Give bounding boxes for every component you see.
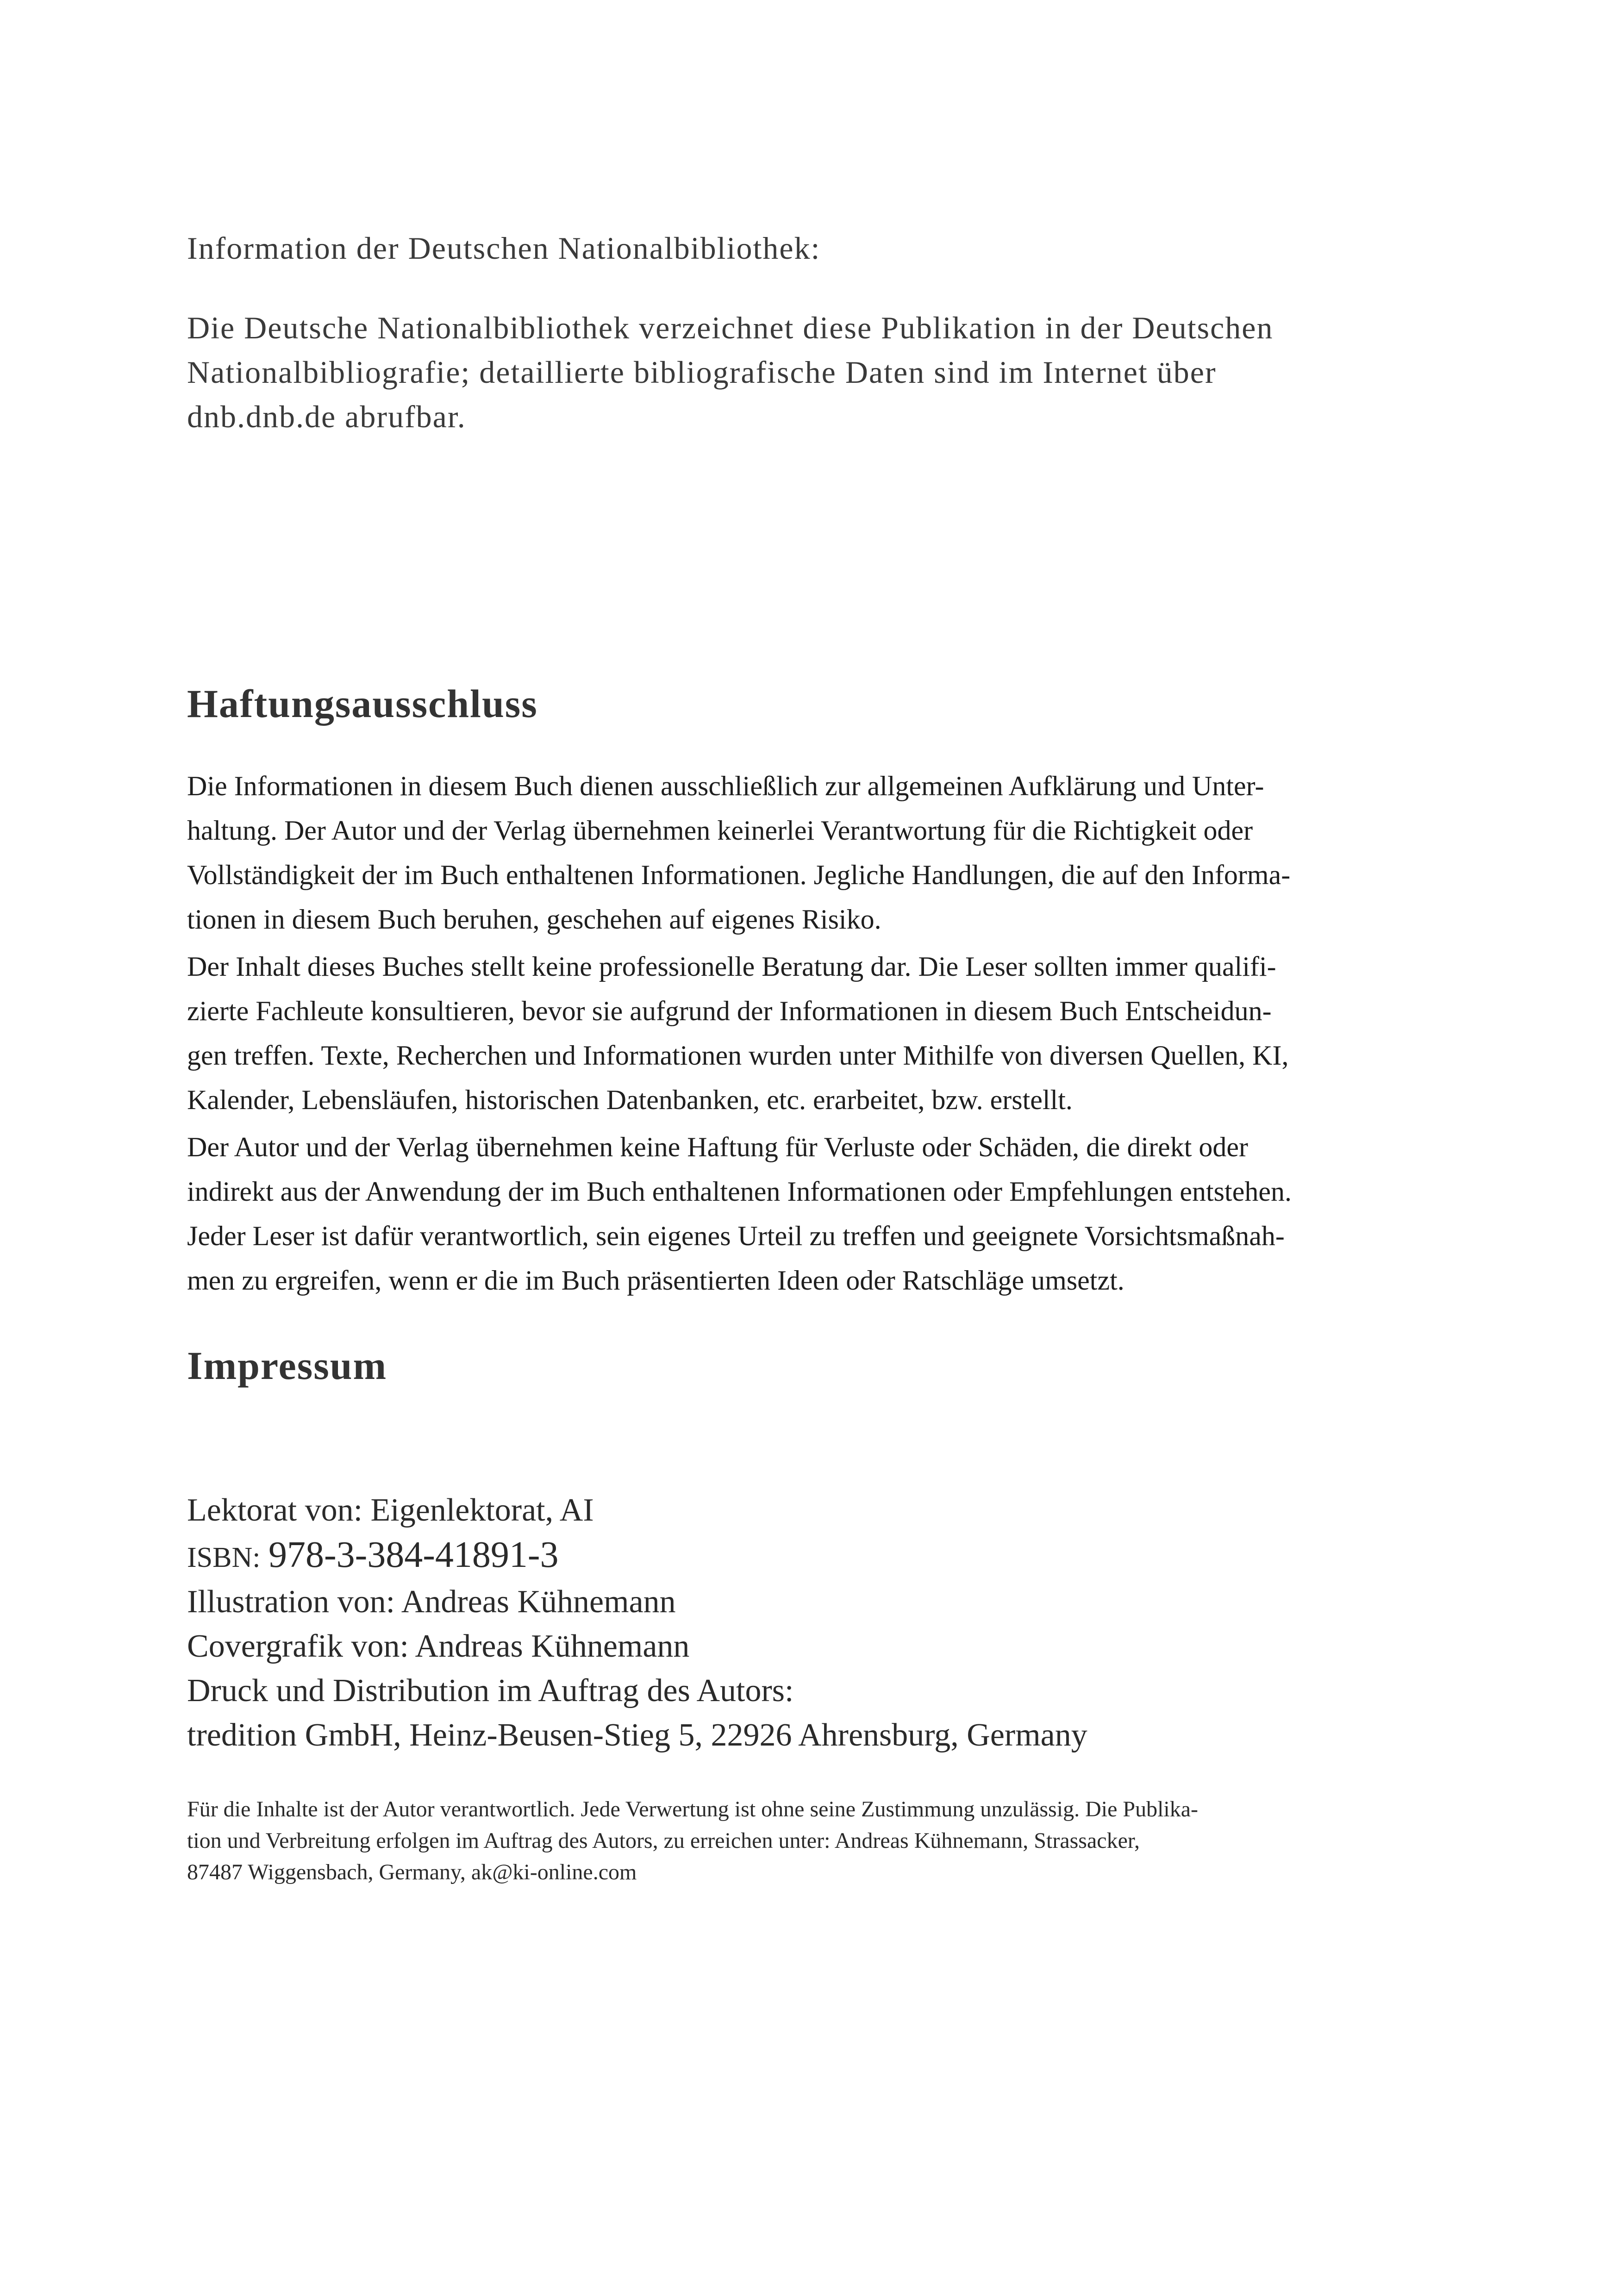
isbn-value: 978-3-384-41891-3	[268, 1534, 559, 1575]
dnb-line: Die Deutsche Nationalbibliothek verzeichnet diese Publikation in der Deutschen	[187, 310, 1274, 345]
dnb-line: dnb.dnb.de abrufbar.	[187, 399, 466, 434]
footnote-line: tion und Verbreitung erfolgen im Auftrag des Autors, zu erreichen unter: Andreas Kühnemann, Strassacker,	[187, 1828, 1140, 1853]
disclaimer-paragraph-2	[187, 944, 1437, 1122]
disclaimer-paragraph-3	[187, 1125, 1437, 1303]
isbn-line	[187, 1533, 1437, 1580]
paragraph-line: zierte Fachleute konsultieren, bevor sie aufgrund der Informationen in diesem Buch Entscheidun-	[187, 996, 1272, 1026]
paragraph-line: men zu ergreifen, wenn er die im Buch präsentierten Ideen oder Ratschläge umsetzt.	[187, 1265, 1124, 1296]
dnb-heading: Information der Deutschen Nationalbibliothek:	[187, 231, 821, 266]
impressum-footnote	[187, 1794, 1437, 1888]
paragraph-line: haltung. Der Autor und der Verlag übernehmen keinerlei Verantwortung für die Richtigkeit oder	[187, 815, 1253, 846]
disclaimer-title: Haftungsausschluss	[187, 681, 538, 726]
footnote-line: 87487 Wiggensbach, Germany, ak@ki-online.com	[187, 1860, 637, 1884]
paragraph-line: Der Inhalt dieses Buches stellt keine professionelle Beratung dar. Die Leser sollten immer qualifi-	[187, 951, 1276, 982]
paragraph-line: Die Informationen in diesem Buch dienen ausschließlich zur allgemeinen Aufklärung und Unter-	[187, 771, 1264, 801]
paragraph-line: gen treffen. Texte, Recherchen und Informationen wurden unter Mithilfe von diversen Quellen, KI,	[187, 1040, 1289, 1071]
illustration-line: Illustration von: Andreas Kühnemann	[187, 1584, 676, 1620]
paragraph-line: Vollständigkeit der im Buch enthaltenen Informationen. Jegliche Handlungen, die auf den Informa-	[187, 860, 1291, 890]
publisher-address: tredition GmbH, Heinz-Beusen-Stieg 5, 22926 Ahrensburg, Germany	[187, 1717, 1087, 1753]
paragraph-line: Kalender, Lebensläufen, historischen Datenbanken, etc. erarbeitet, bzw. erstellt.	[187, 1085, 1073, 1115]
covergrafik-line: Covergrafik von: Andreas Kühnemann	[187, 1628, 690, 1664]
footnote-line: Für die Inhalte ist der Autor verantwortlich. Jede Verwertung ist ohne seine Zustimmung unzulässig. Die Publika-	[187, 1797, 1199, 1821]
dnb-line: Nationalbibliografie; detaillierte bibliografische Daten sind im Internet über	[187, 355, 1217, 390]
paragraph-line: Jeder Leser ist dafür verantwortlich, sein eigenes Urteil zu treffen und geeignete Vorsichtsmaßnah-	[187, 1221, 1285, 1251]
dnb-notice	[187, 306, 1437, 439]
paragraph-line: tionen in diesem Buch beruhen, geschehen auf eigenes Risiko.	[187, 904, 881, 935]
impressum-title: Impressum	[187, 1343, 387, 1388]
druck-line: Druck und Distribution im Auftrag des Autors:	[187, 1673, 794, 1709]
paragraph-line: indirekt aus der Anwendung der im Buch enthaltenen Informationen oder Empfehlungen entstehen.	[187, 1176, 1292, 1207]
isbn-label: ISBN:	[187, 1542, 261, 1573]
disclaimer-paragraph-1	[187, 764, 1437, 942]
paragraph-line: Der Autor und der Verlag übernehmen keine Haftung für Verluste oder Schäden, die direkt oder	[187, 1132, 1249, 1162]
impressum-details	[187, 1488, 1437, 1758]
lektorat-line: Lektorat von: Eigenlektorat, AI	[187, 1492, 594, 1528]
